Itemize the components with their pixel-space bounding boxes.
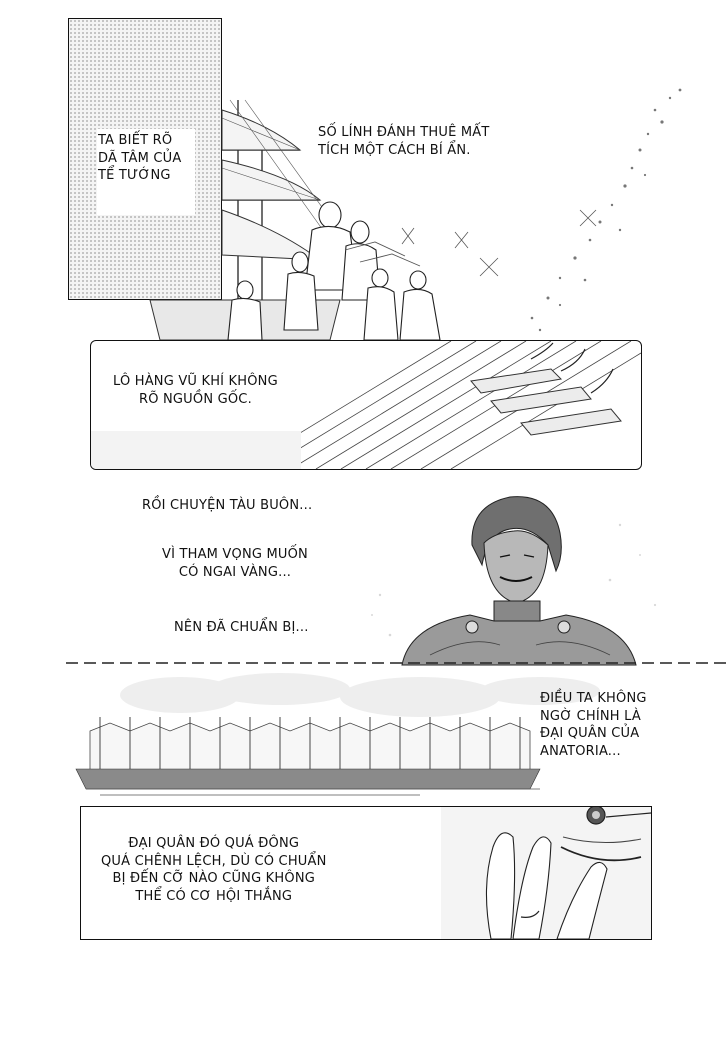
caption-outnumbered: ĐẠI QUÂN ĐÓ QUÁ ĐÔNG QUÁ CHÊNH LỆCH, DÙ CÓ CHUẨN BỊ ĐẾN CỠ NÀO CŨNG KHÔNG THỂ CÓ CƠ HỘI THẮNG xyxy=(101,836,327,904)
ship-and-crowd-illustration xyxy=(0,0,727,340)
caption-prepared: NÊN ĐÃ CHUẨN BỊ... xyxy=(174,620,309,635)
caption-mercenaries: SỐ LÍNH ĐÁNH THUÊ MẤT TÍCH MỘT CÁCH BÍ ẨN. xyxy=(318,125,490,158)
caption-anatoria-army: ĐIỀU TA KHÔNG NGỜ CHÍNH LÀ ĐẠI QUÂN CỦA ANATORIA... xyxy=(540,691,647,759)
caption-weapons: LÔ HÀNG VŨ KHÍ KHÔNG RÕ NGUỒN GỐC. xyxy=(113,374,278,407)
caption-merchant-ship: RỒI CHUYỆN TÀU BUÔN... xyxy=(142,498,313,513)
caption-prime-minister: TA BIẾT RÕ DÃ TÂM CỦA TỂ TƯỚNG xyxy=(98,133,182,184)
prime-minister-portrait xyxy=(0,485,727,665)
weapons-panel xyxy=(90,340,642,470)
caption-ambition: VÌ THAM VỌNG MUỐN CÓ NGAI VÀNG... xyxy=(162,547,308,580)
despair-panel xyxy=(80,806,652,940)
